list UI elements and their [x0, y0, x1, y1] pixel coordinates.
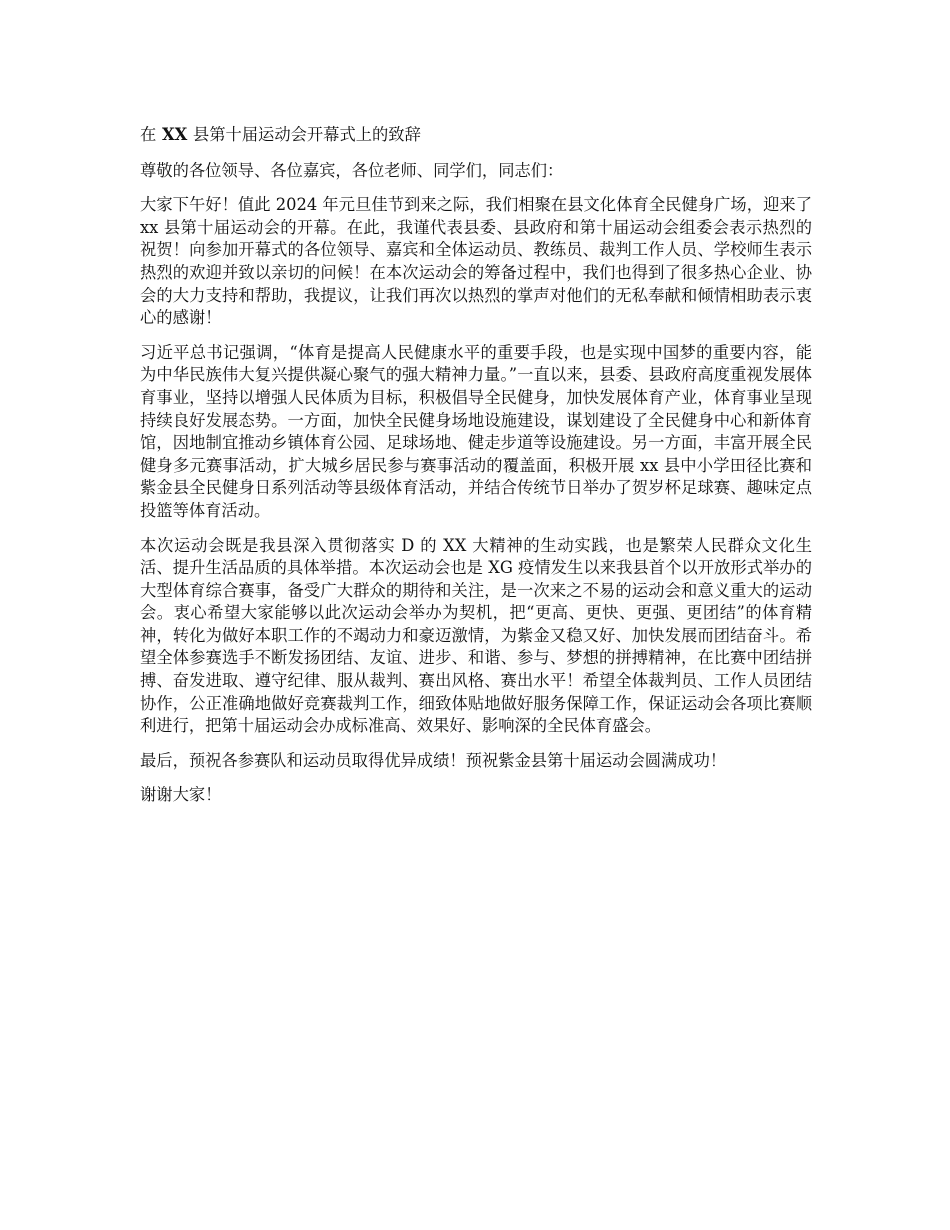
games-significance-paragraph: 本次运动会既是我县深入贯彻落实 D 的 XX 大精神的生动实践，也是繁荣人民群众文化生活、提升生活品质的具体举措。本次运动会也是 XG 疫情发生以来我县首个以开放形式举办的大型体育综合赛事，备受广大群众的期待和关注，是一次来之不易的运动会和意义重大的运动会。衷心希望大家能够以此次运动会举办为契机，把“更高、更快、更强、更团结”的体育精神，转化为做好本职工作的不竭动力和豪迈激情，为紫金又稳又好、加快发展而团结奋斗。希望全体参赛选手不断发扬团结、友谊、进步、和谐、参与、梦想的拼搏精神，在比赛中团结拼搏、奋发进取、遵守纪律、服从裁判、赛出风格、赛出水平！希望全体裁判员、工作人员团结协作，公正准确地做好竞赛裁判工作，细致体贴地做好服务保障工作，保证运动会各项比赛顺利进行，把第十届运动会办成标准高、效果好、影响深的全民体育盛会。 [140, 535, 812, 736]
title-prefix: 在 [140, 125, 157, 144]
sports-development-paragraph: 习近平总书记强调，“体育是提高人民健康水平的重要手段，也是实现中国梦的重要内容，能为中华民族伟大复兴提供凝心聚气的强大精神力量。”一直以来，县委、县政府高度重视发展体育事业，坚持以增强人民体质为目标，积极倡导全民健身，加快发展体育产业，体育事业呈现持续良好发展态势。一方面，加快全民健身场地设施建设，谋划建设了全民健身中心和新体育馆，因地制宜推动乡镇体育公园、足球场地、健走步道等设施建设。另一方面，丰富开展全民健身多元赛事活动，扩大城乡居民参与赛事活动的覆盖面，积极开展 xx 县中小学田径比赛和紫金县全民健身日系列活动等县级体育活动，并结合传统节日举办了贺岁杯足球赛、趣味定点投篮等体育活动。 [140, 342, 812, 520]
title-suffix: 县第十届运动会开幕式上的致辞 [192, 125, 421, 144]
greeting-paragraph: 大家下午好！值此 2024 年元旦佳节到来之际，我们相聚在县文化体育全民健身广场，迎来了 xx 县第十届运动会的开幕。在此，我谨代表县委、县政府和第十届运动会组委会表示热烈的祝贺！向参加开幕式的各位领导、嘉宾和全体运动员、教练员、裁判工作人员、学校师生表示热烈的欢迎并致以亲切的问候！在本次运动会的筹备过程中，我们也得到了很多热心企业、协会的大力支持和帮助，我提议，让我们再次以热烈的掌声对他们的无私奉献和倾情相助表示衷心的感谢！ [140, 195, 812, 328]
thanks-paragraph: 谢谢大家！ [140, 785, 222, 805]
document-body [140, 124, 812, 819]
document-title [140, 124, 812, 147]
closing-wishes-paragraph: 最后，预祝各参赛队和运动员取得优异成绩！预祝紫金县第十届运动会圆满成功！ [140, 750, 727, 770]
title-bold-placeholder: XX [156, 125, 193, 144]
salutation-paragraph: 尊敬的各位领导、各位嘉宾，各位老师、同学们，同志们： [140, 160, 564, 180]
